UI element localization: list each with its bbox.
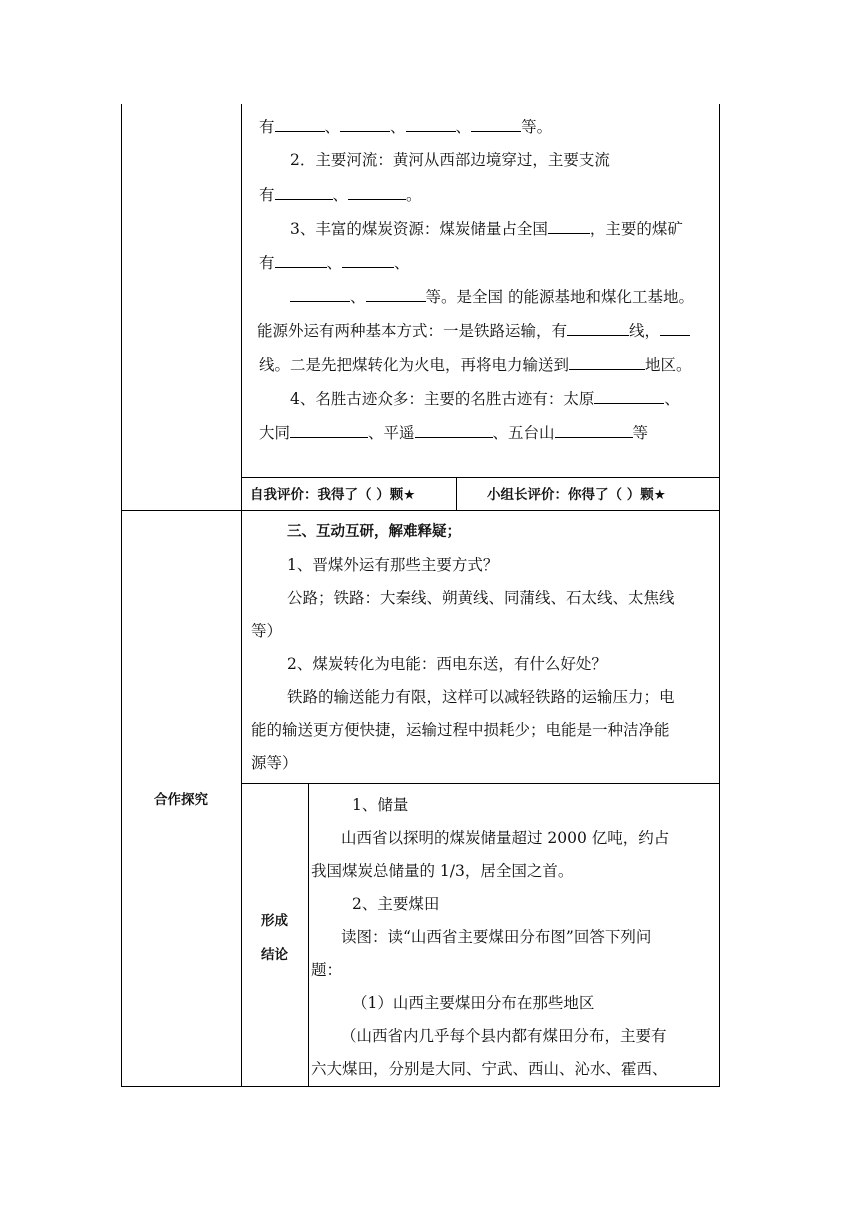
leader-evaluation: 小组长评价：你得了（ ）颗★ <box>487 487 666 503</box>
line-9: 4、名胜古迹众多：主要的名胜古迹有：太原 、 <box>290 390 680 408</box>
line-3: 有 、 。 <box>259 186 422 204</box>
table-right-border <box>719 104 720 1087</box>
answer-2-line-1: 铁路的输送能力有限，这样可以减轻铁路的运输压力；电 <box>287 688 675 706</box>
answer-1-line-2: 等） <box>251 622 283 640</box>
line-1: 有 、 、 、 等。 <box>259 118 553 136</box>
line-7: 能源外运有两种基本方式：一是铁路运输，有 线， <box>257 320 690 341</box>
eval-top-border <box>241 477 720 478</box>
line-4: 3、丰富的煤炭资源：煤炭储量占全国 ，主要的煤矿 <box>290 220 683 238</box>
conclusion-label-1: 形成 <box>261 913 288 929</box>
line-8: 线。二是先把煤转化为火电，再将电力输送到 地区。 <box>259 356 692 374</box>
conclusion-line-9: 六大煤田，分别是大同、宁武、西山、沁水、霍西、 <box>311 1060 668 1078</box>
line-10: 大同 、平遥 、五台山 等 <box>259 424 649 442</box>
answer-2-line-3: 源等） <box>251 754 298 772</box>
question-1: 1、晋煤外运有那些主要方式？ <box>287 556 499 574</box>
section-heading: 三、互动互研，解难释疑； <box>287 524 461 540</box>
eval-divider <box>456 477 457 511</box>
conclusion-line-5: 读图：读“山西省主要煤田分布图”回答下列问 <box>341 928 652 946</box>
line-6: 、 等。是全国 的能源基地和煤化工基地。 <box>290 286 694 307</box>
conclusion-line-3: 我国煤炭总储量的 1/3，居全国之首。 <box>311 862 574 880</box>
conclusion-line-1: 1、储量 <box>352 796 409 814</box>
conclusion-line-2: 山西省以探明的煤炭储量超过 2000 亿吨，约占 <box>341 829 670 847</box>
cooperation-label: 合作探究 <box>154 792 208 808</box>
cooperation-section <box>242 511 719 783</box>
self-evaluation: 自我评价：我得了（ ）颗★ <box>250 487 416 503</box>
table-bottom-border <box>121 1086 720 1087</box>
line-2: 2．主要河流：黄河从西部边境穿过，主要支流 <box>290 151 610 169</box>
conclusion-line-7: （1）山西主要煤田分布在那些地区 <box>352 994 595 1012</box>
conclusion-line-8: （山西省内几乎每个县内都有煤田分布，主要有 <box>341 1027 667 1045</box>
table-left-border <box>121 104 122 1087</box>
conclusion-line-4: 2、主要煤田 <box>352 895 440 913</box>
top-section <box>242 104 719 477</box>
question-2: 2、煤炭转化为电能：西电东送，有什么好处？ <box>287 655 607 673</box>
answer-1-line-1: 公路；铁路：大秦线、朔黄线、同蒲线、石太线、太焦线 <box>287 589 675 607</box>
line-5: 有 、 、 <box>259 254 410 272</box>
conclusion-label-2: 结论 <box>261 947 288 963</box>
conclusion-line-6: 题： <box>311 961 343 979</box>
conclusion-section <box>309 784 719 1086</box>
answer-2-line-2: 能的输送更方便快捷，运输过程中损耗少；电能是一种洁净能 <box>251 721 670 739</box>
